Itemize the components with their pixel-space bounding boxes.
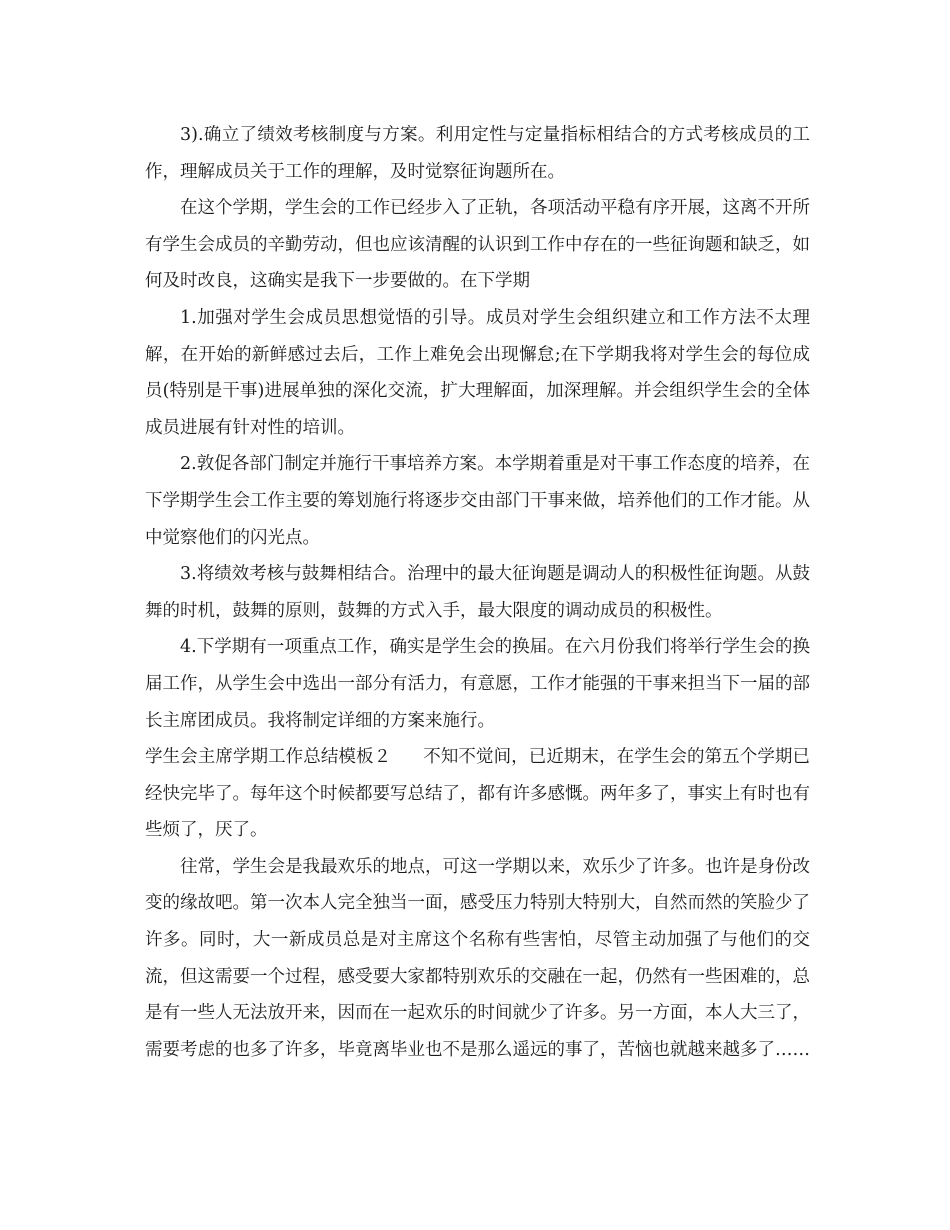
plan-item-1: 1.加强对学生会成员思想觉悟的引导。成员对学生会组织建立和工作方法不太理解，在开始的新鲜感过去后，工作上难免会出现懈怠;在下学期我将对学生会的每位成员(特别是干事)进展单独的深化交流，扩大理解面，加深理解。并会组织学生会的全体成员进展有针对性的培训。 [145,307,810,438]
plan-item-2: 2.敦促各部门制定并施行干事培养方案。本学期着重是对干事工作态度的培养，在下学期学生会工作主要的筹划施行将逐步交由部门干事来做，培养他们的工作才能。从中觉察他们的闪光点。 [145,454,810,548]
document-body [145,117,810,1068]
section-intro: 不知不觉间，已近期末，在学生会的第五个学期已经快完毕了。每年这个时候都要写总结了，都有许多感慨。两年多了，事实上有时也有些烦了，厌了。 [145,747,811,841]
paragraph-semester-summary: 在这个学期，学生会的工作已经步入了正轨，各项活动平稳有序开展，这离不开所有学生会成员的辛勤劳动，但也应该清醒的认识到工作中存在的一些征询题和缺乏，如何及时改良，这确实是我下一步要做的。在下学期 [145,198,810,292]
section-title: 学生会主席学期工作总结模板２ [145,747,392,768]
plan-item-4: 4.下学期有一项重点工作，确实是学生会的换届。在六月份我们将举行学生会的换届工作，从学生会中选出一部分有活力，有意愿，工作才能强的干事来担当下一届的部长主席团成员。我将制定详细的方案来施行。 [145,637,810,731]
paragraph-closing: 往常，学生会是我最欢乐的地点，可这一学期以来，欢乐少了许多。也许是身份改变的缘故吧。第一次本人完全独当一面，感受压力特别大特别大，自然而然的笑脸少了许多。同时，大一新成员总是对主席这个名称有些害怕，尽管主动加强了与他们的交流，但这需要一个过程，感受要大家都特别欢乐的交融在一起，仍然有一些困难的，总是有一些人无法放开来，因而在一起欢乐的时间就少了许多。另一方面，本人大三了，需要考虑的也多了许多，毕竟离毕业也不是那么遥远的事了，苦恼也就越来越多了…… [145,856,810,1060]
plan-item-3: 3.将绩效考核与鼓舞相结合。治理中的最大征询题是调动人的积极性征询题。从鼓舞的时机，鼓舞的原则，鼓舞的方式入手，最大限度的调动成员的积极性。 [145,564,810,621]
section-heading-line [145,739,810,849]
paragraph-performance-review: 3).确立了绩效考核制度与方案。利用定性与定量指标相结合的方式考核成员的工作，理解成员关于工作的理解，及时觉察征询题所在。 [145,125,810,182]
